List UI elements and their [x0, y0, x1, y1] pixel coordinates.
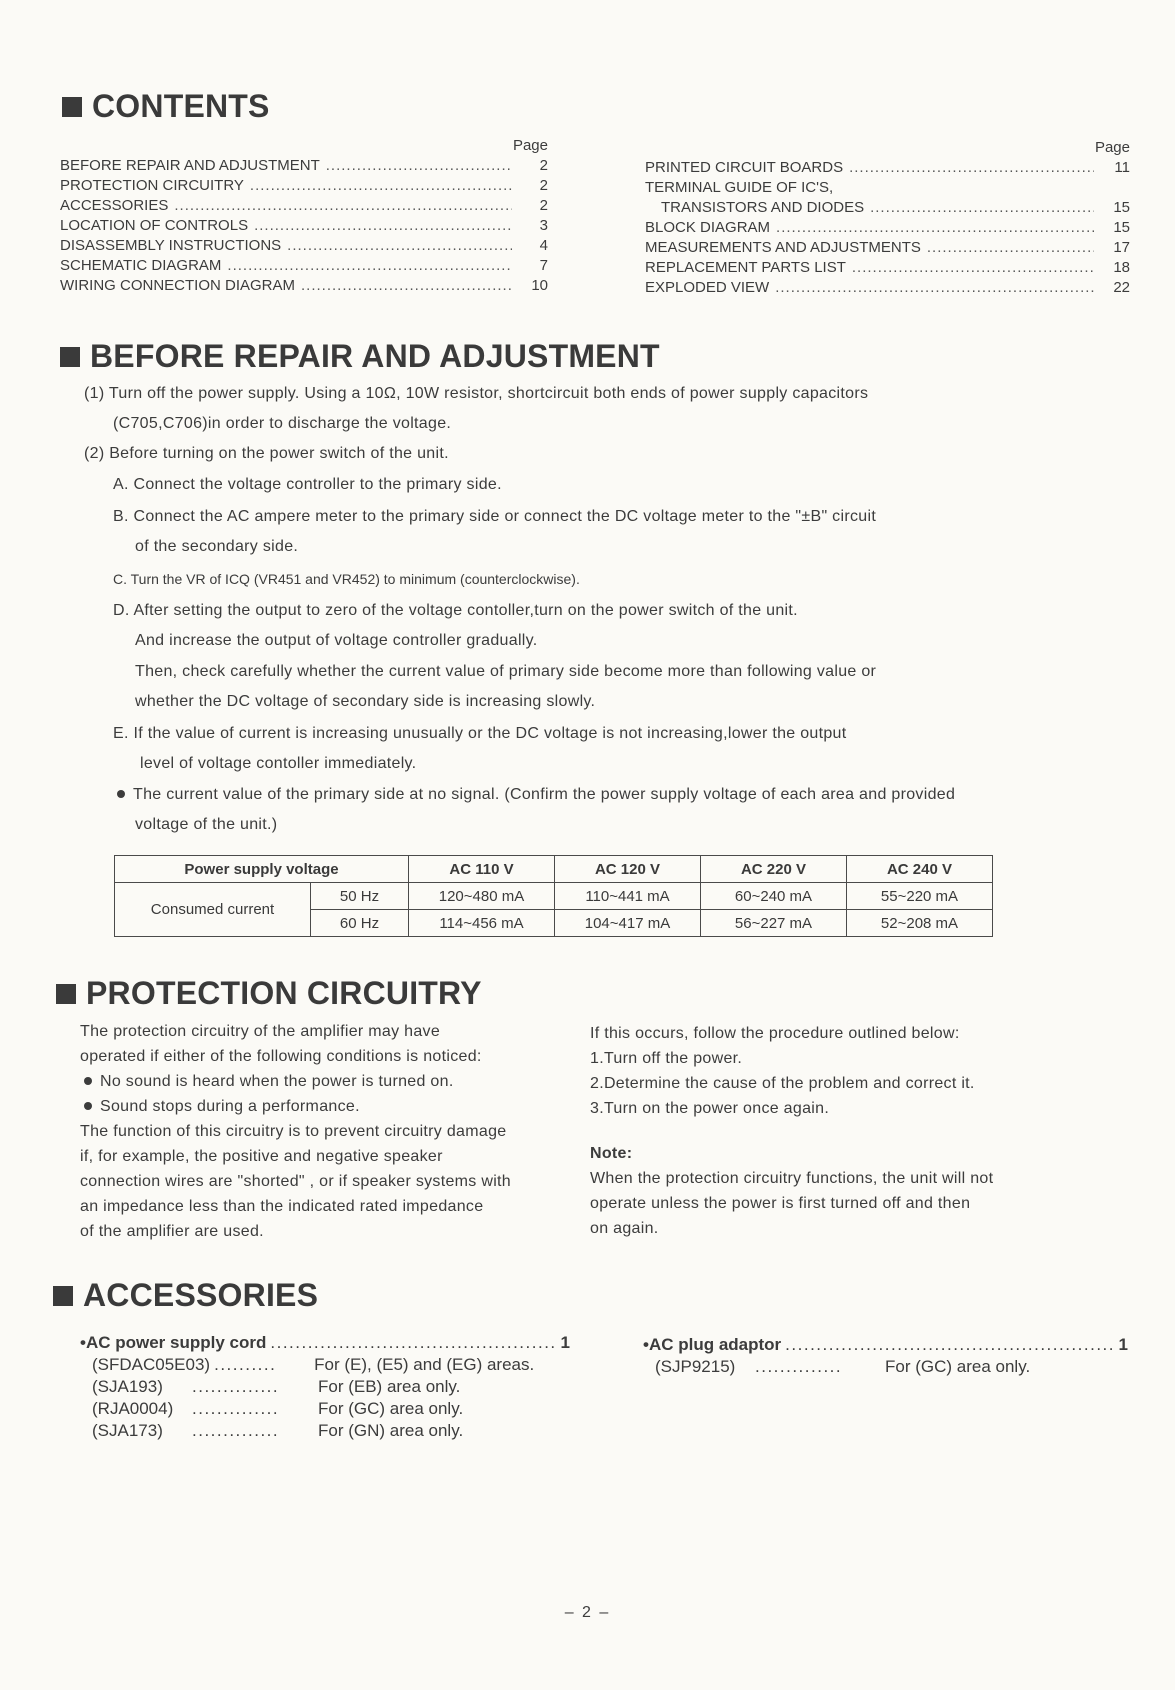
instruction-line: whether the DC voltage of secondary side is increasing slowly.	[135, 693, 596, 710]
toc-item[interactable]: ACCESSORIES ..... 2	[60, 196, 548, 216]
accessory-item: (SJA173) .............. For (GN) area only.	[92, 1421, 464, 1440]
toc-item[interactable]: BEFORE REPAIR AND ADJUSTMENT ..... 2	[60, 156, 548, 176]
toc-right	[645, 138, 1130, 298]
toc-item[interactable]: DISASSEMBLY INSTRUCTIONS ..... 4	[60, 236, 548, 256]
toc-item[interactable]: REPLACEMENT PARTS LIST ..... 18	[645, 258, 1130, 278]
accessory-plug-adaptor	[643, 1334, 1128, 1378]
toc-item[interactable]: SCHEMATIC DIAGRAM ..... 7	[60, 256, 548, 276]
table-row-label: Consumed current	[115, 883, 311, 937]
before-repair-heading: BEFORE REPAIR AND ADJUSTMENT	[60, 338, 660, 375]
instruction-line: And increase the output of voltage controller gradually.	[135, 632, 538, 649]
table-column-header: AC 220 V	[701, 856, 847, 883]
table-cell: 55~220 mA	[847, 883, 993, 910]
table-cell: 52~208 mA	[847, 910, 993, 937]
toc-item[interactable]: LOCATION OF CONTROLS ..... 3	[60, 216, 548, 236]
instruction-line: A. Connect the voltage controller to the primary side.	[113, 476, 502, 493]
contents-heading: CONTENTS	[62, 88, 270, 125]
toc-left	[60, 136, 548, 296]
accessory-power-cord	[80, 1332, 570, 1442]
bullet-icon	[84, 1102, 92, 1110]
toc-page-label: Page	[1094, 139, 1130, 156]
instruction-line: D. After setting the output to zero of the voltage contoller,turn on the power switch of the unit.	[113, 602, 798, 619]
instruction-line: level of voltage contoller immediately.	[140, 755, 417, 772]
instruction-line: C. Turn the VR of ICQ (VR451 and VR452) to minimum (counterclockwise).	[113, 571, 580, 587]
table-column-header: AC 110 V	[409, 856, 555, 883]
table-cell: 50 Hz	[311, 883, 409, 910]
table-cell: 104~417 mA	[555, 910, 701, 937]
toc-item[interactable]: TRANSISTORS AND DIODES ..... 15	[645, 198, 1130, 218]
table-row	[115, 883, 993, 910]
table-cell: 120~480 mA	[409, 883, 555, 910]
protection-heading: PROTECTION CIRCUITRY	[56, 975, 482, 1012]
table-cell: 110~441 mA	[555, 883, 701, 910]
accessory-item: (SJA193) .............. For (EB) area only.	[92, 1377, 461, 1396]
note-label: Note:	[590, 1145, 633, 1162]
bullet-icon	[117, 790, 125, 798]
accessories-heading: ACCESSORIES	[53, 1277, 318, 1314]
heading-square-icon	[53, 1286, 73, 1306]
toc-item[interactable]: WIRING CONNECTION DIAGRAM ..... 10	[60, 276, 548, 296]
bullet-line: Sound stops during a performance.	[80, 1094, 590, 1119]
toc-item[interactable]: PRINTED CIRCUIT BOARDS ..... 11	[645, 158, 1130, 178]
instruction-line: B. Connect the AC ampere meter to the primary side or connect the DC voltage meter to the "±B" circuit	[113, 508, 877, 525]
accessory-qty: 1	[560, 1333, 570, 1352]
instruction-line: E. If the value of current is increasing unusually or the DC voltage is not increasing,lower the output	[113, 725, 847, 742]
accessory-item: (SFDAC05E03) .......... For (E), (E5) and (EG) areas.	[92, 1355, 535, 1374]
table-cell: 114~456 mA	[409, 910, 555, 937]
toc-item[interactable]: EXPLODED VIEW ..... 22	[645, 278, 1130, 298]
table-cell: 60~240 mA	[701, 883, 847, 910]
instruction-line: (2) Before turning on the power switch of the unit.	[84, 445, 449, 462]
accessory-item: (SJP9215) .............. For (GC) area only.	[655, 1357, 1031, 1376]
toc-page-label: Page	[512, 137, 548, 154]
bullet-icon	[84, 1077, 92, 1085]
table-cell: 60 Hz	[311, 910, 409, 937]
bullet-line: The current value of the primary side at no signal. (Confirm the power supply voltage of each area and provided	[113, 786, 955, 804]
accessory-title: •AC power supply cord	[80, 1333, 267, 1352]
table-header-label: Power supply voltage	[115, 856, 409, 883]
consumed-current-table	[114, 855, 993, 937]
instruction-line: (1) Turn off the power supply. Using a 10Ω, 10W resistor, shortcircuit both ends of power supply capacitors	[84, 385, 869, 402]
table-column-header: AC 120 V	[555, 856, 701, 883]
toc-item[interactable]: PROTECTION CIRCUITRY ..... 2	[60, 176, 548, 196]
toc-item[interactable]: MEASUREMENTS AND ADJUSTMENTS ..... 17	[645, 238, 1130, 258]
heading-square-icon	[60, 347, 80, 367]
heading-square-icon	[62, 97, 82, 117]
protection-right-text: If this occurs, follow the procedure outlined below: 1.Turn off the power. 2.Determine the cause of the problem and correct it. 3.Turn on the power once again. Note: When the protection circuitry functions, the unit will not operate unless the power is first turned off and then on again.	[590, 1021, 1090, 1241]
heading-square-icon	[56, 984, 76, 1004]
toc-item: TERMINAL GUIDE OF IC'S,	[645, 179, 834, 196]
accessory-item: (RJA0004) .............. For (GC) area only.	[92, 1399, 464, 1418]
instruction-line: (C705,C706)in order to discharge the voltage.	[113, 415, 452, 432]
table-header-row	[115, 856, 993, 883]
table-cell: 56~227 mA	[701, 910, 847, 937]
protection-left-text: The protection circuitry of the amplifier may have operated if either of the following conditions is noticed: No sound is heard when the power is turned on. Sound stops during a performance. The function of this circuitry is to prevent circuitry damage if, for example, the positive and negative speaker connection wires are "shorted" , or if speaker systems with an impedance less than the indicated rated impedance of the amplifier are used.	[80, 1019, 590, 1244]
instruction-line: Then, check carefully whether the current value of primary side become more than following value or	[135, 663, 877, 680]
accessory-title: •AC plug adaptor	[643, 1335, 782, 1354]
page-number: – 2 –	[564, 1604, 611, 1621]
instruction-line: of the secondary side.	[135, 538, 299, 555]
bullet-line: No sound is heard when the power is turned on.	[80, 1069, 590, 1094]
table-column-header: AC 240 V	[847, 856, 993, 883]
toc-item[interactable]: BLOCK DIAGRAM ..... 15	[645, 218, 1130, 238]
accessory-qty: 1	[1118, 1335, 1128, 1354]
instruction-line: voltage of the unit.)	[135, 816, 278, 833]
